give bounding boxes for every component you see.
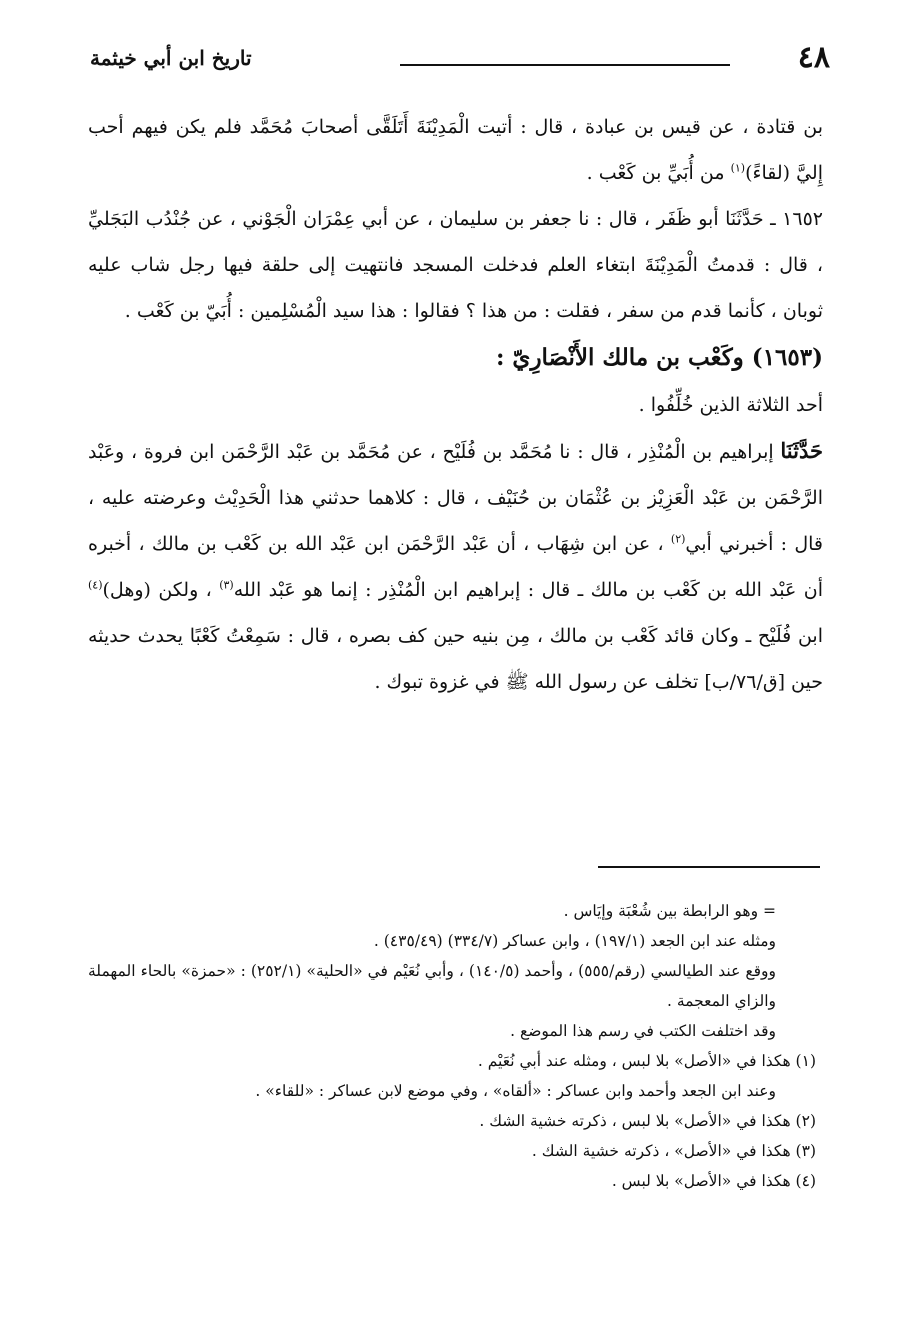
footnote-separator (598, 866, 820, 868)
running-title: تاريخ ابن أبي خيثمة (90, 46, 252, 70)
page-header (90, 40, 830, 80)
footnote-ref: (١) (730, 161, 746, 175)
page-number: ٤٨ (797, 40, 830, 75)
footnote-text: وهو الرابطة بين شُعْبَة وإيَاس . (563, 902, 759, 920)
footnote-ref: (٤) (88, 578, 103, 592)
footnote-text: وقد اختلفت الكتب في رسم هذا الموضع . (510, 1022, 776, 1040)
text-line: من أُبَيِّ بن كَعْب . (586, 162, 725, 184)
text-line: أحب إِليَّ (لقاءً) (88, 116, 823, 184)
text-run: ، ولكن (وهل) (102, 579, 212, 601)
footnote-text: ومثله عند ابن الجعد (١٩٧/١) ، وابن عساكر (٣٣٤/٧) (٤٣٥/٤٩) . (373, 932, 776, 950)
text-run: ابن فُلَيْح ـ وكان قائد كَعْب بن مالك ، مِن بنيه حين كف بصره ، قال : سَمِعْتُ كَعْبًا يحدث حديثه حين [ق/٧٦/ب] تخلف عن رسول الله ﷺ في غزوة تبوك . (88, 625, 823, 693)
continuation-marker: = (763, 902, 776, 920)
footnote-1: (١) هكذا في «الأصل» بلا لبس ، ومثله عند أبي نُعَيْم . (477, 1052, 816, 1070)
footnote-ref: (٣) (219, 578, 234, 592)
text-run: إبراهيم بن الْمُنْذِر ، قال : نا مُحَمَّد بن فُلَيْح ، عن مُحَمَّد بن عَبْد الرَّحْمَن ابن فروة ، وعَبْد الرَّحْمَن بن عَبْد الْعَزِيْز بن عُثْمَان بن حُنَيْف ، قال : كلاهما حدثني هذا الْحَدِيْث وعرضته عليه ، قال : أخبرني أبي (88, 441, 824, 555)
header-rule (400, 64, 730, 66)
paragraph-1652: ١٦٥٢ ـ حَدَّثَنَا أبو ظَفَر ، قال : نا جعفر بن سليمان ، عن أبي عِمْرَان الْجَوْني ، عن جُنْدُب البَجَليِّ ، قال : قدمتُ الْمَدِيْنَةَ ابتغاء العلم فدخلت المسجد فانتهيت إلى حلقة فيها رجل شاب عليه ثوبان ، كأنما قدم من سفر ، فقلت : من هذا ؟ فقالوا : هذا سيد الْمُسْلِمين : أُبَيّ بن كَعْب . (88, 208, 823, 322)
footnote-continued (88, 896, 816, 926)
paragraph-1653 (88, 428, 823, 705)
footnote-1-continued: وعند ابن الجعد وأحمد وابن عساكر : «ألقاه» ، وفي موضع لابن عساكر : «للقاء» . (255, 1082, 776, 1100)
footnotes (88, 896, 816, 1196)
paragraph-lead: حَدَّثَنَا (780, 438, 823, 463)
footnote-text: ووقع عند الطيالسي (رقم/٥٥٥) ، وأحمد (١٤٠/٥) ، وأبي نُعَيْم في «الحلية» (٢٥٢/١) : «حمزة» بالحاء المهملة والزاي المعجمة . (88, 962, 776, 1010)
entry-subtitle: أحد الثلاثة الذين خُلِّفُوا . (638, 394, 823, 416)
footnote-ref: (٢) (670, 532, 686, 546)
text-run: ، عن ابن شِهَاب ، أن عَبْد الرَّحْمَن ابن عَبْد الله بن كَعْب بن مالك ، أخبره أن عَبْد الله بن كَعْب بن مالك ـ قال : إبراهيم ابن الْمُنْذِر : إنما هو عَبْد الله (88, 533, 823, 601)
entry-heading: (١٦٥٣) وكَعْب بن مالك الأَنْصَارِيّ : (495, 344, 823, 371)
paragraph-continuation (88, 104, 823, 196)
footnote-2: (٢) هكذا في «الأصل» بلا لبس ، ذكرته خشية الشك . (479, 1112, 816, 1130)
footnote-4: (٤) هكذا في «الأصل» بلا لبس . (611, 1172, 816, 1190)
main-text (88, 104, 823, 705)
footnote-3: (٣) هكذا في «الأصل» ، ذكرته خشية الشك . (531, 1142, 816, 1160)
text-line: بن قتادة ، عن قيس بن عبادة ، قال : أتيت الْمَدِيْنَةَ أَتَلَقَّى أصحابَ مُحَمَّد فلم يكن فيهم (131, 116, 823, 138)
